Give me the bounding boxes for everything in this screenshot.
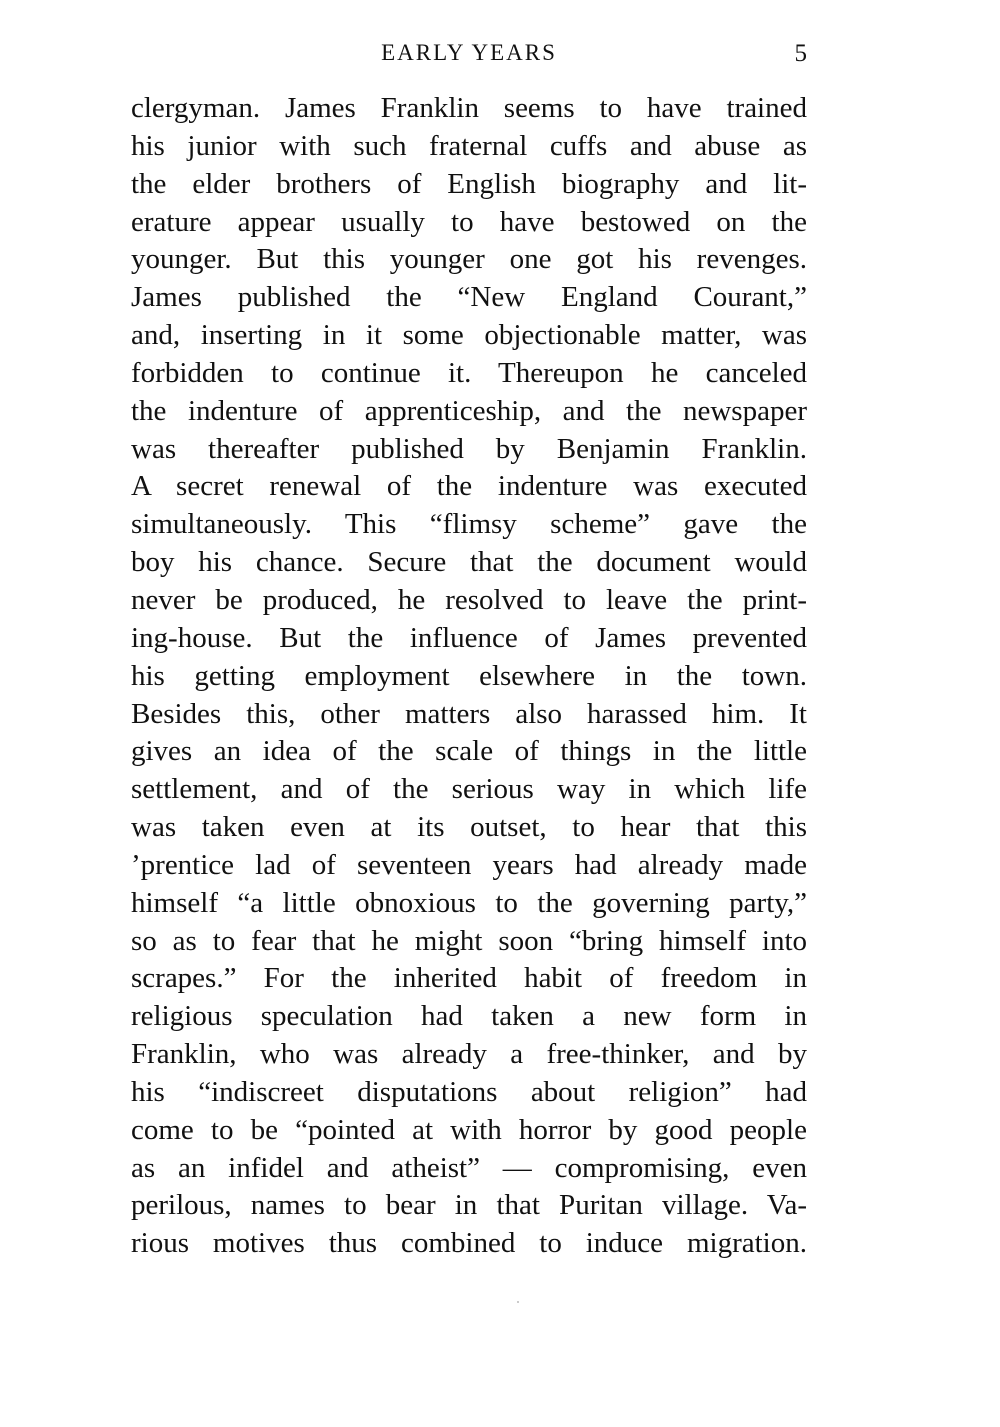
text-line: as an infidel and atheist” — compromising, even bbox=[131, 1151, 807, 1184]
text-line: settlement, and of the serious way in which life bbox=[131, 773, 807, 806]
text-line: A secret renewal of the indenture was executed bbox=[131, 470, 807, 503]
text-line: his “indiscreet disputations about religion” had bbox=[131, 1075, 807, 1108]
running-head bbox=[131, 40, 807, 74]
text-line: simultaneously. This “flimsy scheme” gave the bbox=[131, 508, 807, 541]
text-line: was thereafter published by Benjamin Franklin. bbox=[131, 432, 807, 465]
text-line: younger. But this younger one got his revenges. bbox=[131, 243, 807, 276]
text-line: religious speculation had taken a new form in bbox=[131, 1000, 807, 1033]
text-line: boy his chance. Secure that the document would bbox=[131, 546, 807, 579]
text-line: the elder brothers of English biography and lit- bbox=[131, 167, 807, 200]
text-line: perilous, names to bear in that Puritan village. Va- bbox=[131, 1189, 807, 1222]
text-line: rious motives thus combined to induce migration. bbox=[131, 1227, 807, 1260]
text-line: forbidden to continue it. Thereupon he canceled bbox=[131, 356, 807, 389]
text-line: himself “a little obnoxious to the governing party,” bbox=[131, 886, 807, 919]
text-line: the indenture of apprenticeship, and the newspaper bbox=[131, 394, 807, 427]
text-line: ’prentice lad of seventeen years had already made bbox=[131, 848, 807, 881]
text-line: come to be “pointed at with horror by good people bbox=[131, 1113, 807, 1146]
body-text bbox=[131, 90, 807, 1263]
text-line: Besides this, other matters also harassed him. It bbox=[131, 697, 807, 730]
text-line: so as to fear that he might soon “bring himself into bbox=[131, 924, 807, 957]
text-line: and, inserting in it some objectionable matter, was bbox=[131, 319, 807, 352]
page-number: 5 bbox=[794, 40, 807, 67]
text-line: erature appear usually to have bestowed on the bbox=[131, 205, 807, 238]
text-line: never be produced, he resolved to leave the print- bbox=[131, 583, 807, 616]
paper-speck bbox=[517, 1301, 519, 1303]
text-line: clergyman. James Franklin seems to have trained bbox=[131, 92, 807, 124]
text-line: ing-house. But the influence of James prevented bbox=[131, 621, 807, 654]
text-line: Franklin, who was already a free-thinker, and by bbox=[131, 1038, 807, 1071]
text-line: his getting employment elsewhere in the town. bbox=[131, 659, 807, 692]
text-line: gives an idea of the scale of things in the little bbox=[131, 735, 807, 768]
text-line: his junior with such fraternal cuffs and abuse as bbox=[131, 129, 807, 162]
text-line: James published the “New England Courant,” bbox=[131, 281, 807, 314]
text-line: was taken even at its outset, to hear that this bbox=[131, 811, 807, 844]
running-title: EARLY YEARS bbox=[381, 40, 557, 65]
text-line: scrapes.” For the inherited habit of freedom in bbox=[131, 962, 807, 995]
